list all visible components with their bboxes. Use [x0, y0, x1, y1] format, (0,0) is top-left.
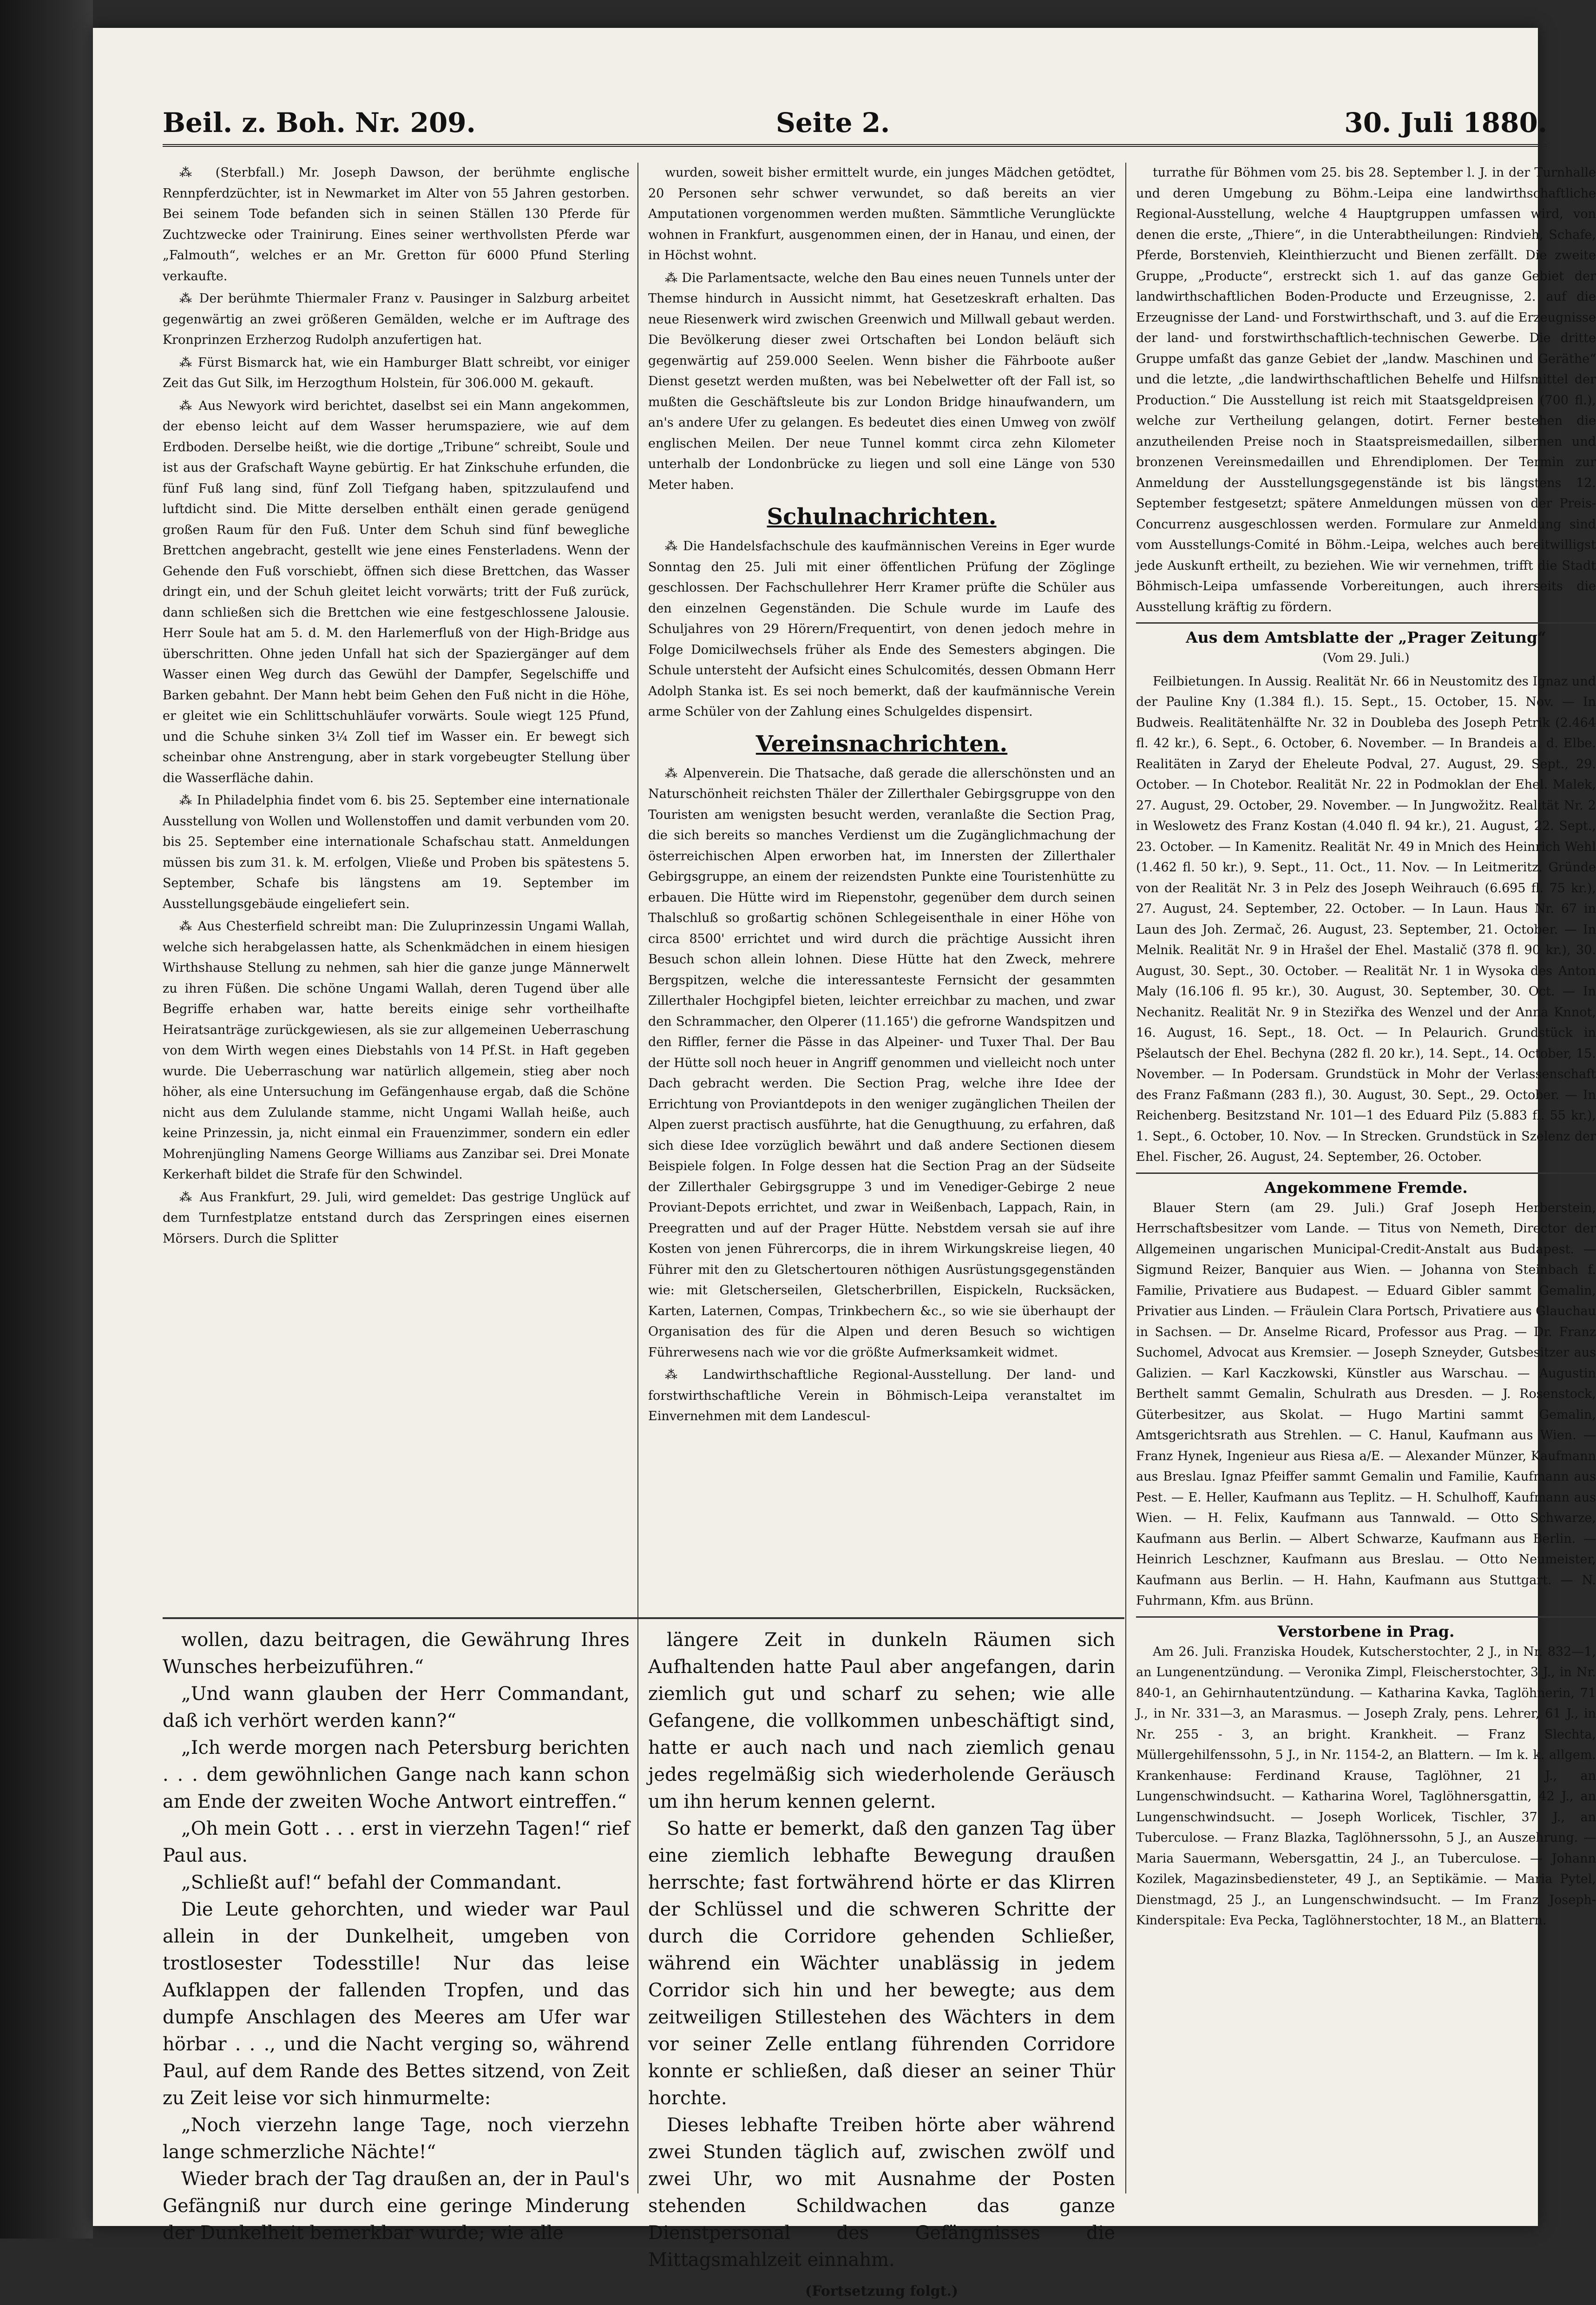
novel-paragraph: wollen, dazu beitragen, die Gewährung Ihres Wunsches herbeizuführen.“: [163, 1629, 630, 1678]
news-item: ⁂ Alpenverein. Die Thatsache, daß gerade die allerschönsten und an Naturschönheit reichsten Thäler der Zillerthaler Gebirgsgruppe von den Touristen am wenigsten besucht werden, veranlaßte die Section Prag, die sich bereits so manches Verdienst um die Zugänglichmachung der österreichischen Alpen erworben hat, im Innersten der Zillerthaler Gebirgsgruppe, an einem der reizendsten Punkte eine Touristenhütte zu erbauen. Die Hütte wird im Riepenstohr, gegenüber dem durch seinen Thalschluß so großartig schönen Schlegeisenthale in einer Höhe von circa 8500' errichtet und wird durch die prächtige Aussicht ihren Besuch schon allein lohnen. Diese Hütte hat den Zweck, mehrere Bergspitzen, welche die interessanteste Fernsicht der gesammten Zillerthaler Hochgipfel bieten, leichter erreichbar zu machen, und zwar den Schrammacher, den Olperer (11.165') die gefrorne Wandspitzen und den Riffler, ferner die Pässe in das Alpeiner- und Tuxer Thal. Der Bau der Hütte soll noch heuer in Angriff genommen und vielleicht noch unter Dach gebracht werden. Die Section Prag, welche ihre Idee der Errichtung von Proviantdepots in den weniger zugänglichen Theilen der Alpen zuerst practisch ausführte, hat die Genugthuung, zu erfahren, daß sich diese Idee vorzüglich bewährt und daß andere Sectionen diesem Beispiele folgen. In Folge dessen hat die Section Prag an der Südseite der Zillerthaler Gebirgsgruppe 3 und im Venediger-Gebirge 2 neue Proviant-Depots errichtet, und zwar in Weißenbach, Lappach, Rain, in Preegratten und auf der Prager Hütte. Nebstdem versah sie auf ihre Kosten von jenen Führercorps, die in ihrem Wirkungskreise liegen, 40 Führer mit den zu Gletschertouren nöthigen Ausrüstungsgegenständen wie: mit Gletscherseilen, Gletscherbrillen, Eispickeln, Rucksäcken, Karten, Laternen, Compas, Trinkbechern &c., so wie sie überhaupt der Organisation des für die Alpen und deren Besuch so wichtigen Führerwesens nach wie vor die größte Aufmerksamkeit widmet.: [648, 766, 1115, 1360]
novel-paragraph: „Oh mein Gott . . . erst in vierzehn Tagen!“ rief Paul aus.: [163, 1818, 630, 1866]
news-item: turrathe für Böhmen vom 25. bis 28. September l. J. in der Turnhalle und deren Umgebung zu Böhm.-Leipa eine landwirthschaftliche Regional-Ausstellung, welche 4 Hauptgruppen umfassen wird, von denen die erste, „Thiere“, in die Unterabtheilungen: Rindvieh, Schafe, Pferde, Borstenvieh, Kleinthierzucht und Bienen zerfällt. Die zweite Gruppe, „Producte“, erstreckt sich 1. auf das ganze Gebiet der landwirthschaftlichen Boden-Producte und Erzeugnisse, 2. auf die Erzeugnisse der Land- und Forstwirthschaft, und 3. auf die Erzeugnisse der land- und forstwirthschaftlich-technischen Gewerbe. Die dritte Gruppe umfaßt das ganze Gebiet der „landw. Maschinen und Geräthe“ und die letzte, „die landwirthschaftlichen Behelfe und Hilfsmittel der Production.“ Die Ausstellung ist reich mit Staatsgeldpreisen (700 fl.), welche zur Vertheilung gelangen, dotirt. Ferner bestehen die anzutheilenden Preise noch in Staatspreismedaillen, silbernen und bronzenen Vereinsmedaillen und Ehrendiplomen. Der Termin zur Anmeldung der Ausstellungsgegenstände ist bis längstens 12. September festgesetzt; spätere Anmeldungen müssen von der Preis-Concurrenz ausgeschlossen werden. Formulare zur Anmeldung sind vom Ausstellungs-Comité in Böhm.-Leipa, welches auch bereitwilligst jede Auskunft ertheilt, zu beziehen. Wie wir vernehmen, trifft die Stadt Böhmisch-Leipa umfassende Vorbereitungen, auch ihrerseits die Ausstellung kräftig zu fördern.: [1136, 165, 1596, 614]
page-header: [163, 98, 1547, 147]
news-item: ⁂ Landwirthschaftliche Regional-Ausstellung. Der land- und forstwirthschaftliche Verein in Böhmisch-Leipa veranstaltet im Einvernehmen mit dem Landescul-: [648, 1368, 1115, 1423]
novel-paragraph: Die Leute gehorchten, und wieder war Paul allein in der Dunkelheit, umgeben von trostlosester Todesstille! Nur das leise Aufklappen der fallenden Tropfen, und das dumpfe Anschlagen des Meeres am Ufer war hörbar . . ., und die Nacht verging so, während Paul, auf dem Rande des Bettes sitzend, von Zeit zu Zeit leise vor sich hinmurmelte:: [163, 1899, 630, 2109]
news-item: ⁂ Die Parlamentsacte, welche den Bau eines neuen Tunnels unter der Themse hindurch in Aussicht nimmt, hat Gesetzeskraft erhalten. Das neue Riesenwerk wird zwischen Greenwich und Millwall gebaut werden. Die Bevölkerung dieser zwei Ortschaften bei London beläuft sich gegenwärtig auf 259.000 Seelen. Wenn bisher die Fährboote außer Dienst gesetzt werden mußten, was bei Nebelwetter oft der Fall ist, so mußten die Geschäftsleute bis zur London Bridge hinaufwandern, um an's andere Ufer zu gelangen. Es bedeutet dies einen Umweg von zwölf englischen Meilen. Der neue Tunnel kommt circa zehn Kilometer unterhalb der Londonbrücke zu liegen und soll eine Länge von 530 Meter haben.: [648, 270, 1115, 492]
arrivals-list: Blauer Stern (am 29. Juli.) Graf Joseph Herberstein, Herrschaftsbesitzer vom Lande. — Titus von Nemeth, Director der Allgemeinen ungarischen Municipal-Credit-Anstalt aus Budapest. — Sigmund Reizer, Banquier aus Wien. — Johanna von Steinbach f. Familie, Privatiere aus Budapest. — Eduard Gibler sammt Gemalin, Privatier aus Linden. — Fräulein Clara Portsch, Privatiere aus Glauchau in Sachsen. — Dr. Anselme Ricard, Professor aus Prag. — Dr. Franz Suchomel, Advocat aus Kremsier. — Joseph Szneyder, Gutsbesitzer aus Galizien. — Karl Kaczkowski, Künstler aus Warschau. — Augustin Berthelt sammt Gemalin, Schulrath aus Dresden. — J. Rosenstock, Güterbesitzer, aus Skolat. — Hugo Martini sammt Gemalin, Amtsgerichtsrath aus Strehlen. — C. Hanul, Kaufmann aus Wien. — Franz Hynek, Ingenieur aus Riesa a/E. — Alexander Münzer, Kaufmann aus Breslau. Ignaz Pfeiffer sammt Gemalin und Familie, Kaufmann aus Pest. — E. Heller, Kaufmann aus Teplitz. — H. Schulhoff, Kaufmann aus Wien. — H. Felix, Kaufmann aus Tannwald. — Otto Schwarze, Kaufmann aus Berlin. — Albert Schwarze, Kaufmann aus Berlin. — Heinrich Leschzner, Kaufmann aus Breslau. — Otto Neumeister, Kaufmann aus Berlin. — H. Hahn, Kaufmann aus Stuttgart. — N. Fuhrmann, Kfm. aus Brünn.: [1136, 1200, 1596, 1608]
news-item: ⁂ Aus Newyork wird berichtet, daselbst sei ein Mann angekommen, der ebenso leicht auf dem Wasser herumspaziere, wie auf dem Erdboden. Derselbe heißt, wie die dortige „Tribune“ schreibt, Soule und ist aus der Grafschaft Wayne gebürtig. Er hat Zinkschuhe erfunden, die fünf Fuß lang sind, fünf Zoll Tiefgang haben, spitzzulaufend und luftdicht sind. Die Mitte derselben enthält einen gerade genügend großen Raum für den Fuß. Unter dem Schuh sind fünf bewegliche Brettchen angebracht, gestellt wie jene eines Fensterladens. Wenn der Gehende den Fuß vorschiebt, öffnen sich diese Brettchen, das Wasser dringt ein, und der Schuh gleitet leicht vorwärts; tritt der Fuß zurück, dann schließen sich die Brettchen wie eine festgeschlossene Jalousie. Herr Soule hat am 5. d. M. den Harlemerfluß von der High-Bridge aus überschritten. Ohne jeden Unfall hat sich der Spaziergänger auf dem Wasser einen Weg durch das Gewühl der Dampfer, Segelschiffe und Barken gebahnt. Der Mann hebt beim Gehen den Fuß nicht in die Höhe, er gleitet wie ein Schlittschuhläufer vorwärts. Soule wiegt 125 Pfund, und die Schuhe sinken 3¼ Zoll tief im Wasser ein. Er bewegt sich scheinbar ohne Anstrengung, aber in stark vorgebeugter Stellung über die Wasserfläche dahin.: [163, 398, 630, 785]
feuilleton-divider: [163, 1617, 1124, 1619]
news-item: ⁂ Aus Chesterfield schreibt man: Die Zuluprinzessin Ungami Wallah, welche sich herabgelassen hatte, als Schenkmädchen in einem hiesigen Wirthshause Stellung zu nehmen, sah hier die ganze junge Männerwelt zu ihren Füßen. Die schöne Ungami Wallah, deren Tugend über alle Begriffe erhaben war, hatte bereits einige sehr vortheilhafte Heiratsanträge zurückgewiesen, als sie zur allgemeinen Ueberraschung von dem Wirth wegen eines Diebstahls von 14 Pf.St. in Haft gegeben wurde. Die Ueberraschung war natürlich allgemein, stieg aber noch höher, als eine Untersuchung im Gefängenhause ergab, daß die Schöne nicht aus dem Zululande stamme, nicht Ungami Wallah heiße, auch keine Prinzessin, ja, nicht einmal ein Frauenzimmer, sondern ein edler Mohrenjüngling Namens George Williams aus Zanzibar sei. Drei Monate Kerkerhaft bildet die Strafe für den Schwindel.: [163, 919, 630, 1182]
issue-date: 30. Juli 1880.: [1344, 107, 1547, 138]
continued-note: (Fortsetzung folgt.): [805, 2283, 959, 2299]
section-subtitle: (Vom 29. Juli.): [1322, 651, 1410, 665]
section-title-verstorbene: Verstorbene in Prag.: [1136, 1616, 1596, 1642]
section-title-schulnachrichten: Schulnachrichten.: [767, 504, 997, 530]
feuilleton-column-2: [648, 1627, 1115, 2299]
novel-paragraph: „Ich werde morgen nach Petersburg berichten . . . dem gewöhnlichen Gange nach kann schon am Ende der zweiten Woche Antwort eintreffen.“: [163, 1737, 630, 1812]
news-item: ⁂ In Philadelphia findet vom 6. bis 25. September eine internationale Ausstellung von Wollen und Wollenstoffen und damit verbunden vom 20. bis 25. September eine internationale Schafschau statt. Anmeldungen müssen bis zum 31. k. M. erfolgen, Vließe und Proben bis spätestens 5. September, Schafe bis längstens am 19. September im Ausstellungsgebäude eingeliefert sein.: [163, 793, 630, 911]
column-2: [648, 163, 1115, 1613]
scan-gutter: [0, 0, 93, 2239]
news-item: ⁂ Fürst Bismarck hat, wie ein Hamburger Blatt schreibt, vor einiger Zeit das Gut Silk, im Herzogthum Holstein, für 306.000 M. gekauft.: [163, 355, 630, 390]
news-item: ⁂ Die Handelsfachschule des kaufmännischen Vereins in Eger wurde Sonntag den 25. Juli mit einer öffentlichen Prüfung der Zöglinge geschlossen. Der Fachschullehrer Herr Kramer prüfte die Schüler aus den einzelnen Gegenständen. Die Schule wurde im Laufe des Schuljahres von 29 Hörern/Frequentirt, von denen jedoch mehre in Folge Domicilwechsels früher als Ende des Semesters abgingen. Die Schule untersteht der Aufsicht eines Schulcomités, dessen Obmann Herr Adolph Stanka ist. Es sei noch bemerkt, daß der kaufmännische Verein arme Schüler von der Zahlung eines Schulgeldes dispensirt.: [648, 539, 1115, 719]
column-divider: [1125, 163, 1126, 2193]
deaths-list: Am 26. Juli. Franziska Houdek, Kutscherstochter, 2 J., in Nr. 832—1, an Lungenentzündung. — Veronika Zimpl, Fleischerstochter, 3 J., in Nr. 840-1, an Gehirnhautentzündung. — Katharina Kavka, Taglöhnerin, 71 J., in Nr. 331—3, an Marasmus. — Joseph Zraly, pens. Lehrer, 61 J., in Nr. 255 - 3, an bright. Krankheit. — Franz Slechta, Müllergehilfenssohn, 5 J., in Nr. 1154-2, an Blattern. — Im k. k. allgem. Krankenhause: Ferdinand Krause, Taglöhner, 21 J., an Lungenschwindsucht. — Katharina Worel, Taglöhnersgattin, 42 J., an Lungenschwindsucht. — Joseph Worlicek, Tischler, 37 J., an Tuberculose. — Franz Blazka, Taglöhnerssohn, 5 J., an Auszehrung. — Maria Sauermann, Webersgattin, 24 J., an Tuberculose. — Johann Kozilek, Magazinsbediensteter, 49 J., an Septikämie. — Maria Pytel, Dienstmagd, 25 J., an Lungenschwindsucht. — Im Franz Joseph-Kinderspitale: Eva Pecka, Taglöhnerstochter, 18 M., an Blattern.: [1136, 1644, 1596, 1928]
novel-paragraph: Wieder brach der Tag draußen an, der in Paul's Gefängniß nur durch eine geringe Minderung der Dunkelheit bemerkbar wurde; wie alle: [163, 2168, 630, 2244]
novel-paragraph: So hatte er bemerkt, daß den ganzen Tag über eine ziemlich lebhafte Bewegung draußen herrschte; fast fortwährend hörte er das Klirren der Schlüssel und die schweren Schritte der durch die Corridore gehenden Schließer, während ein Wächter unablässig in jedem Corridor sich hin und her bewegte; aus dem zeitweiligen Stillestehen des Wächters in dem vor seiner Zelle entlang führenden Corridore konnte er schließen, daß dieser an seiner Thür horchte.: [648, 1818, 1115, 2109]
novel-paragraph: „Schließt auf!“ befahl der Commandant.: [181, 1872, 562, 1893]
section-title-fremde: Angekommene Fremde.: [1136, 1172, 1596, 1198]
column-divider: [637, 163, 638, 2193]
news-item: wurden, soweit bisher ermittelt wurde, ein junges Mädchen getödtet, 20 Personen sehr schwer verwundet, so daß bereits an vier Amputationen vorgenommen werden mußten. Sämmtliche Verunglückte wohnen in Frankfurt, ausgenommen einen, der in Hanau, und einen, der in Höchst wohnt.: [648, 165, 1115, 263]
supplement-number: Beil. z. Boh. Nr. 209.: [163, 107, 476, 138]
news-item: ⁂ (Sterbfall.) Mr. Joseph Dawson, der berühmte englische Rennpferdzüchter, ist in Newmarket im Alter von 55 Jahren gestorben. Bei seinem Tode befanden sich in seinen Ställen 130 Pferde für Zuchtzwecke oder Trainirung. Eines seiner werthvollsten Pferde war „Falmouth“, welches er an Mr. Gretton für 6000 Pfund Sterling verkaufte.: [163, 165, 630, 283]
section-title-vereinsnachrichten: Vereinsnachrichten.: [755, 731, 1008, 757]
column-1: [163, 163, 630, 1613]
feuilleton-column-1: [163, 1627, 630, 2244]
news-item: ⁂ Aus Frankfurt, 29. Juli, wird gemeldet: Das gestrige Unglück auf dem Turnfestplatze entstand durch das Zerspringen eines eisernen Mörsers. Durch die Splitter: [163, 1190, 630, 1246]
novel-paragraph: „Noch vierzehn lange Tage, noch vierzehn lange schmerzliche Nächte!“: [163, 2114, 630, 2163]
novel-paragraph: Dieses lebhafte Treiben hörte aber während zwei Stunden täglich auf, zwischen zwölf und zwei Uhr, wo mit Ausnahme der Posten stehenden Schildwachen das ganze Dienstpersonal des Gefängnisses die Mittagsmahlzeit einnahm.: [648, 2114, 1115, 2271]
news-item: ⁂ Der berühmte Thiermaler Franz v. Pausinger in Salzburg arbeitet gegenwärtig an zwei größeren Gemälden, welche er im Auftrage des Kronprinzen Erzherzog Rudolph anzufertigen hat.: [163, 291, 630, 347]
newspaper-page: [93, 28, 1596, 2299]
novel-paragraph: längere Zeit in dunkeln Räumen sich Aufhaltenden hatte Paul aber angefangen, darin ziemlich gut und scharf zu sehen; wie alle Gefangene, die vollkommen unbeschäftigt sind, hatte er auch nach und nach ziemlich genau jedes regelmäßig sich wiederholende Geräusch um ihn herum kennen gelernt.: [648, 1629, 1115, 1812]
column-3: [1136, 163, 1596, 2189]
page-number: Seite 2.: [776, 107, 890, 138]
section-title-amtsblatt: Aus dem Amtsblatte der „Prager Zeitung“: [1136, 622, 1596, 648]
novel-paragraph: „Und wann glauben der Herr Commandant, daß ich verhört werden kann?“: [163, 1683, 630, 1732]
auction-list: Feilbietungen. In Aussig. Realität Nr. 66 in Neustomitz des Ignaz und der Pauline Kny (1.384 fl.). 15. Sept., 15. October, 15. Nov. — In Budweis. Realitätenhälfte Nr. 32 in Doubleba des Joseph Petrik (2.464 fl. 42 kr.), 6. Sept., 6. October, 6. November. — In Brandeis a. d. Elbe. Realitäten in Zaryd der Eheleute Podval, 27. August, 29. Sept., 29. October. — In Chotebor. Realität Nr. 22 in Podmoklan der Ehel. Malek, 27. August, 29. October, 29. November. — In Jungwožitz. Realität Nr. 2 in Weslowetz des Franz Kostan (4.040 fl. 94 kr.), 21. August, 22. Sept., 23. October. — In Kamenitz. Realität Nr. 49 in Mnich des Heinrich Wehl (1.462 fl. 50 kr.), 9. Sept., 11. Oct., 11. Nov. — In Leitmeritz. Gründe von der Realität Nr. 3 in Pelz des Joseph Weihrauch (6.695 fl. 75 kr.), 27. August, 24. September, 22. October. — In Laun. Haus Nr. 67 in Laun des Joh. Zermač, 26. August, 23. September, 21. October. — In Melnik. Realität Nr. 9 in Hrašel der Ehel. Mastalič (378 fl. 90 kr.), 30. August, 30. Sept., 30. October. — Realität Nr. 1 in Wysoka des Anton Maly (16.106 fl. 95 kr.), 30. August, 30. September, 30. Oct. — In Nechanitz. Realität Nr. 9 in Steziřka des Wenzel und der Anna Knnot, 16. August, 16. Sept., 18. Oct. — In Pelaurich. Grundstück in Pšelautsch der Ehel. Bechyna (282 fl. 20 kr.), 14. Sept., 14. October, 15. November. — In Podersam. Grundstück in Mohr der Verlassenschaft des Franz Faßmann (283 fl.), 30. August, 30. Sept., 29. October. — In Reichenberg. Besitzstand Nr. 101—1 des Eduard Pilz (5.883 fl. 55 kr.), 1. Sept., 6. October, 10. Nov. — In Strecken. Grundstück in Szelenz der Ehel. Fischer, 26. August, 24. September, 26. October.: [1136, 674, 1596, 1164]
